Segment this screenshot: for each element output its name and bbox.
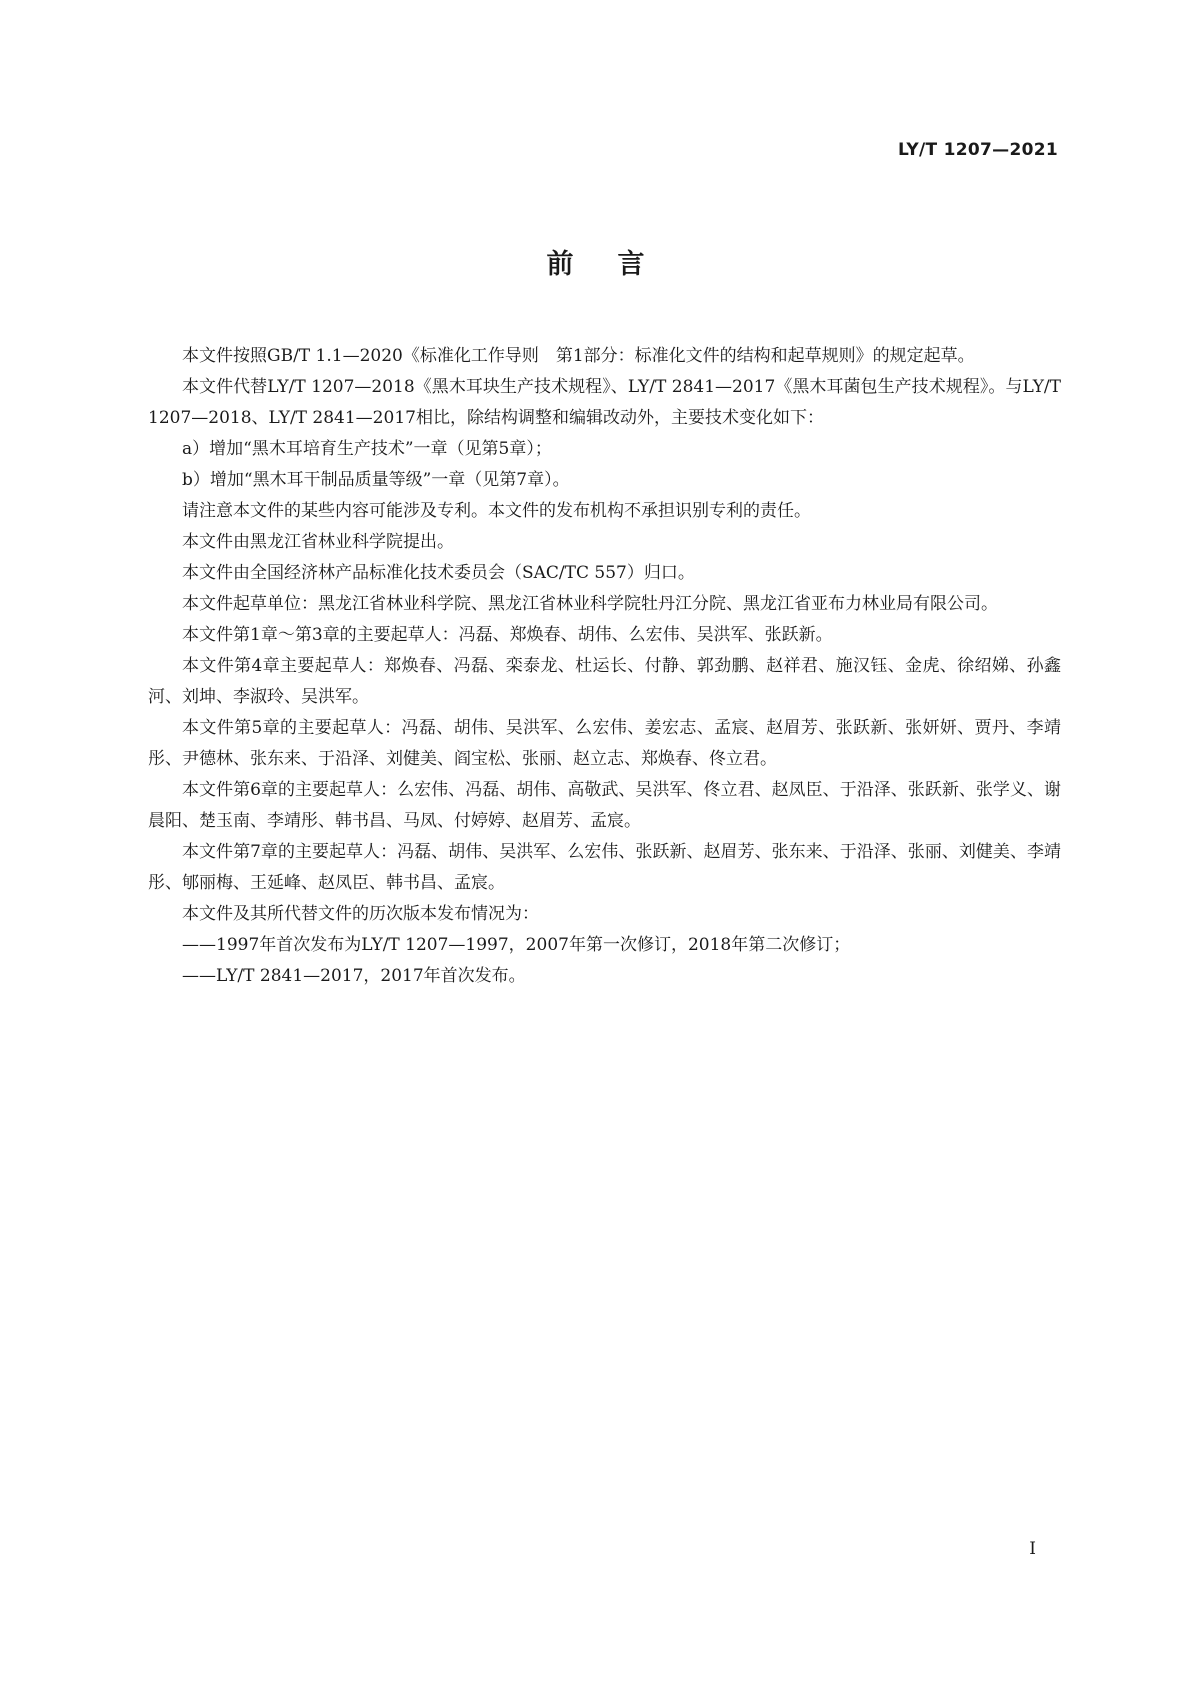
- paragraph-drafting-units: 本文件起草单位：黑龙江省林业科学院、黑龙江省林业科学院牡丹江分院、黑龙江省亚布力林业局有限公司。: [182, 594, 998, 614]
- foreword-body: [148, 341, 1061, 992]
- history-item-2: ——LY/T 2841—2017，2017年首次发布。: [182, 966, 526, 986]
- paragraph-drafters-ch1-3: 本文件第1章～第3章的主要起草人：冯磊、郑焕春、胡伟、么宏伟、吴洪军、张跃新。: [182, 625, 833, 645]
- paragraph-proposer: 本文件由黑龙江省林业科学院提出。: [182, 532, 454, 552]
- paragraph-replacement: 本文件代替LY/T 1207—2018《黑木耳块生产技术规程》、LY/T 2841—2017《黑木耳菌包生产技术规程》。与LY/T 1207—2018、LY/T 2841—2017相比，除结构调整和编辑改动外，主要技术变化如下：: [148, 377, 1061, 428]
- paragraph-drafters-ch7: 本文件第7章的主要起草人：冯磊、胡伟、吴洪军、么宏伟、张跃新、赵眉芳、张东来、于沿泽、张丽、刘健美、李靖彤、郇丽梅、王延峰、赵凤臣、韩书昌、孟宸。: [148, 842, 1061, 893]
- paragraph-patent: 请注意本文件的某些内容可能涉及专利。本文件的发布机构不承担识别专利的责任。: [182, 501, 811, 521]
- paragraph-committee: 本文件由全国经济林产品标准化技术委员会（SAC/TC 557）归口。: [182, 563, 695, 583]
- history-item-1: ——1997年首次发布为LY/T 1207—1997，2007年第一次修订，2018年第二次修订；: [182, 935, 851, 955]
- list-item-a: a）增加“黑木耳培育生产技术”一章（见第5章）；: [182, 439, 552, 459]
- paragraph-drafters-ch4: 本文件第4章主要起草人：郑焕春、冯磊、栾泰龙、杜运长、付静、郭劲鹏、赵祥君、施汉钰、金虎、徐绍娣、孙鑫河、刘坤、李淑玲、吴洪军。: [148, 656, 1061, 707]
- standard-code: LY/T 1207—2021: [897, 140, 1058, 160]
- paragraph-drafters-ch6: 本文件第6章的主要起草人：么宏伟、冯磊、胡伟、高敬武、吴洪军、佟立君、赵凤臣、于沿泽、张跃新、张学义、谢晨阳、楚玉南、李靖彤、韩书昌、马凤、付婷婷、赵眉芳、孟宸。: [148, 780, 1061, 831]
- page-number: I: [1029, 1539, 1036, 1559]
- paragraph-drafting-rule: 本文件按照GB/T 1.1—2020《标准化工作导则 第1部分：标准化文件的结构和起草规则》的规定起草。: [182, 346, 975, 366]
- paragraph-history-intro: 本文件及其所代替文件的历次版本发布情况为：: [182, 904, 539, 924]
- page-title: 前言: [546, 249, 689, 280]
- paragraph-drafters-ch5: 本文件第5章的主要起草人：冯磊、胡伟、吴洪军、么宏伟、姜宏志、孟宸、赵眉芳、张跃新、张妍妍、贾丹、李靖彤、尹德林、张东来、于沿泽、刘健美、阎宝松、张丽、赵立志、郑焕春、佟立君。: [148, 718, 1061, 769]
- list-item-b: b）增加“黑木耳干制品质量等级”一章（见第7章）。: [182, 470, 570, 490]
